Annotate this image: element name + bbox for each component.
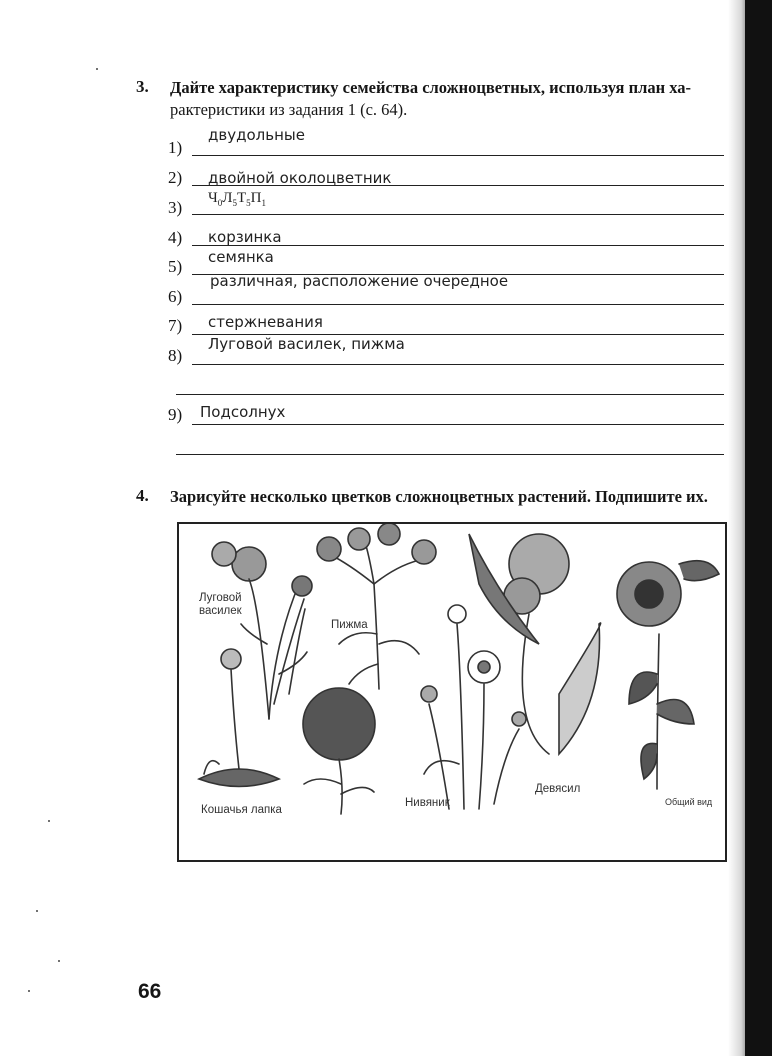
answer-number: 9) — [168, 405, 183, 424]
answer-text: корзинка — [208, 228, 282, 246]
answer-number: 8) — [168, 346, 183, 365]
answer-line-extra — [176, 394, 724, 395]
elecampane-drawing — [469, 534, 601, 754]
answer-number: 2) — [168, 168, 183, 187]
answer-line — [192, 155, 724, 156]
answer-text: стержневания — [208, 313, 323, 331]
scan-edge-dark — [745, 0, 772, 1056]
label-nivyanik: Нивяник — [405, 797, 450, 809]
answer-text: двойной околоцветник — [208, 169, 392, 187]
answer-line-extra — [176, 454, 724, 455]
answer-line — [192, 185, 724, 186]
answer-number: 3) — [168, 198, 183, 217]
label-line: Луговой — [199, 592, 242, 604]
cats-foot-drawing — [199, 649, 279, 787]
task3-number: 3. — [136, 77, 149, 96]
show-through-text — [588, 112, 605, 131]
answer-number: 4) — [168, 228, 183, 247]
cornflower-drawing — [212, 542, 312, 719]
label-obshchiy-vid: Общий вид — [665, 797, 713, 807]
label-devyasil: Девясил — [535, 783, 581, 795]
answer-number: 5) — [168, 257, 183, 276]
page-number: 66 — [138, 980, 162, 1003]
scan-speck — [36, 910, 38, 912]
answer-text: двудольные — [208, 126, 305, 144]
scan-speck — [28, 990, 30, 992]
task3-text-line1: Дайте характеристику семейства сложноцветных, используя план ха- — [170, 78, 692, 97]
oxeye-daisy-drawing — [421, 605, 526, 809]
answer-line — [192, 214, 724, 215]
plants-figure — [177, 522, 727, 862]
label-pizhma: Пижма — [331, 619, 368, 631]
answer-text: различная, расположение очередное — [210, 272, 509, 290]
answer-formula: $Ч_0Л_5Т_5П_1$ — [208, 190, 266, 208]
scan-speck — [96, 68, 98, 70]
scan-speck — [48, 820, 50, 822]
label-koshachya-lapka: Кошачья лапка — [201, 804, 282, 816]
sunflower-drawing — [617, 561, 719, 789]
label-lugovoy-vasilek — [199, 592, 242, 618]
answer-line — [192, 364, 724, 365]
aster-drawing — [303, 688, 375, 814]
answer-number: 1) — [168, 138, 183, 157]
answer-line — [192, 424, 724, 425]
answer-text: Подсолнух — [200, 403, 286, 421]
answer-number: 6) — [168, 287, 183, 306]
task4-number: 4. — [136, 486, 149, 505]
answer-line — [192, 245, 724, 246]
answer-line — [192, 304, 724, 305]
tansy-drawing — [317, 524, 436, 689]
label-line: василек — [199, 605, 242, 617]
task3-text-line2: рактеристики из задания 1 (с. 64). — [170, 100, 408, 119]
scan-speck — [58, 960, 60, 962]
answer-text: семянка — [208, 248, 274, 266]
answer-number: 7) — [168, 316, 183, 335]
task4-text: Зарисуйте несколько цветков сложноцветных растений. Подпишите их. — [170, 487, 708, 506]
answer-text: Луговой василек, пижма — [208, 335, 405, 353]
